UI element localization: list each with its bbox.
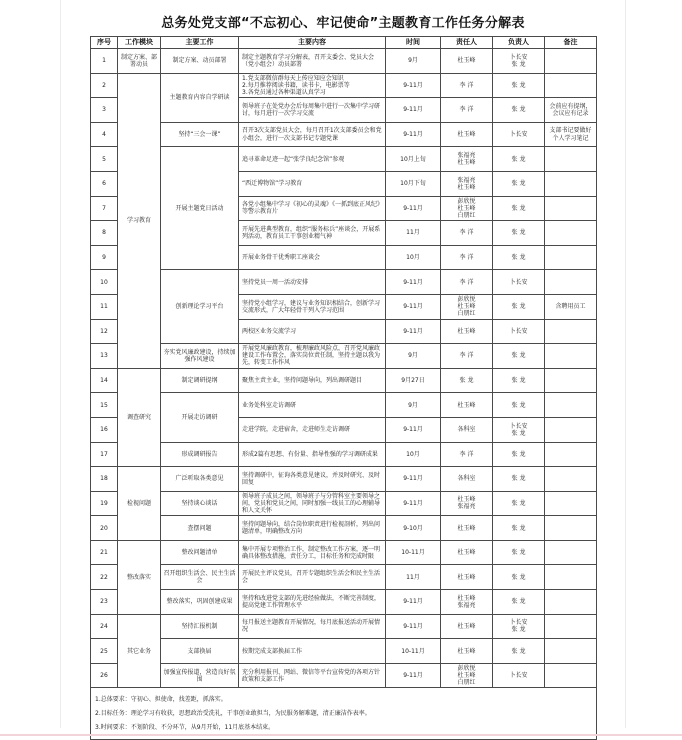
note-cell — [545, 245, 597, 270]
leader-cell: 张 龙 — [493, 245, 545, 270]
main-content-cell: 按期完成支部换届工作 — [239, 639, 386, 664]
table-row — [91, 663, 597, 688]
row-number-cell: 6 — [91, 171, 118, 196]
row-number-cell: 13 — [91, 344, 118, 369]
leader-cell: 卜长安 — [493, 663, 545, 688]
footer-line-schedule: 3.时间要求：不划阶段、不分环节，从9月开始，11月底基本结束。 — [95, 724, 275, 732]
row-number-cell: 17 — [91, 442, 118, 467]
main-work-cell: 支部换届 — [161, 639, 239, 664]
time-cell: 9-11月 — [386, 73, 441, 98]
row-number-cell: 24 — [91, 614, 118, 639]
main-work-cell: 查摆问题 — [161, 516, 239, 541]
note-cell — [545, 368, 597, 393]
time-cell: 9-11月 — [386, 319, 441, 344]
note-cell — [545, 171, 597, 196]
leader-cell: 张 龙 — [493, 294, 545, 319]
leader-cell: 张 龙 — [493, 147, 545, 172]
table-row — [91, 565, 597, 590]
time-cell: 9月 — [386, 49, 441, 74]
leader-cell: 张 龙 — [493, 442, 545, 467]
module-cell: 整改落实 — [118, 540, 161, 614]
row-number-cell: 1 — [91, 49, 118, 74]
owner-cell: 杜玉峰 — [441, 540, 493, 565]
row-number-cell: 15 — [91, 393, 118, 418]
main-content-cell: 追寻革命足迹一起“张学良纪念馆”参观 — [239, 147, 386, 172]
note-cell — [545, 393, 597, 418]
main-content-cell: 1.党支部微信群每天上传应知应会知识 2.每月推荐阅读书籍，读书卡，电影票等 3.各党员通过各种渠道认真学习 — [239, 73, 386, 98]
time-cell: 9-11月 — [386, 417, 441, 442]
main-content-cell: “西迁博物馆”学习教育 — [239, 171, 386, 196]
table-row — [91, 467, 597, 492]
main-work-cell: 广泛听取各类意见 — [161, 467, 239, 492]
leader-cell: 张 龙 — [493, 368, 545, 393]
row-number-cell: 14 — [91, 368, 118, 393]
row-number-cell: 18 — [91, 467, 118, 492]
owner-cell: 杜玉峰 — [441, 516, 493, 541]
leader-cell: 张 龙 — [493, 98, 545, 123]
note-cell — [545, 319, 597, 344]
time-cell: 9-11月 — [386, 294, 441, 319]
note-cell — [545, 442, 597, 467]
time-cell: 10-11月 — [386, 639, 441, 664]
main-work-cell: 制定调研提纲 — [161, 368, 239, 393]
leader-cell: 张 龙 — [493, 467, 545, 492]
time-cell: 9-11月 — [386, 196, 441, 221]
leader-cell: 卜长安 张 龙 — [493, 614, 545, 639]
row-number-cell: 10 — [91, 270, 118, 295]
time-cell: 10-11月 — [386, 540, 441, 565]
table-footer — [91, 688, 597, 740]
main-content-cell: 坚持党员一周一活动安排 — [239, 270, 386, 295]
note-cell — [545, 221, 597, 246]
time-cell: 10月 — [386, 245, 441, 270]
header-row — [91, 37, 597, 49]
main-content-cell: 聚焦主责主业，坚持问题导向，列出调研题目 — [239, 368, 386, 393]
time-cell: 9月27日 — [386, 368, 441, 393]
leader-cell: 张 龙 — [493, 196, 545, 221]
time-cell: 10月下旬 — [386, 171, 441, 196]
main-content-cell: 走进学院，走进宿舍，走进师生走访调研 — [239, 417, 386, 442]
leader-cell: 张 龙 — [493, 565, 545, 590]
leader-cell: 卜长安 张 龙 — [493, 417, 545, 442]
module-cell: 检视问题 — [118, 467, 161, 541]
owner-cell: 李 洋 — [441, 245, 493, 270]
owner-cell: 李 洋 — [441, 73, 493, 98]
row-number-cell: 9 — [91, 245, 118, 270]
owner-cell: 张 龙 — [441, 368, 493, 393]
module-cell: 调查研究 — [118, 368, 161, 466]
time-cell: 9-11月 — [386, 98, 441, 123]
row-number-cell: 5 — [91, 147, 118, 172]
main-work-cell: 整改落实，巩固创建成果 — [161, 590, 239, 615]
row-number-cell: 19 — [91, 491, 118, 516]
main-work-cell: 创新理论学习平台 — [161, 270, 239, 344]
owner-cell: 李 洋 — [441, 344, 493, 369]
main-work-cell: 制定方案、动员部署 — [161, 49, 239, 74]
owner-cell: 杜玉峰 — [441, 49, 493, 74]
time-cell: 9-10月 — [386, 516, 441, 541]
main-work-cell: 加强宣传报道，营造良好氛围 — [161, 663, 239, 688]
main-content-cell: 坚持党小组学习，建议与业务知识相结合，创新学习交流形式，广大年轻骨干列入学习范围 — [239, 294, 386, 319]
header-leader: 负责人 — [493, 37, 545, 49]
table-row — [91, 491, 597, 516]
row-number-cell: 2 — [91, 73, 118, 98]
main-content-cell: 业务处科室走访调研 — [239, 393, 386, 418]
owner-cell: 张福亮 杜玉峰 — [441, 147, 493, 172]
leader-cell: 张 龙 — [493, 491, 545, 516]
owner-cell: 彭欣悦 杜玉峰 白朋红 — [441, 294, 493, 319]
leader-cell: 张 龙 — [493, 344, 545, 369]
main-content-cell: 坚持和改进党支部的先进经验做法，不断完善制度，提高党建工作管理水平 — [239, 590, 386, 615]
owner-cell: 张福亮 杜玉峰 — [441, 171, 493, 196]
header-row-number: 序号 — [91, 37, 118, 49]
leader-cell: 张 龙 — [493, 540, 545, 565]
main-content-cell: 开展先进典型教育，组织“服务标兵”座谈会，开展系列活动，教育员工干事创业精气神 — [239, 221, 386, 246]
owner-cell: 各科室 — [441, 417, 493, 442]
leader-cell: 张 龙 — [493, 639, 545, 664]
main-content-cell: 开展民主评议党员，召开专题组织生活会和民主生活会 — [239, 565, 386, 590]
time-cell: 9-11月 — [386, 590, 441, 615]
note-cell — [545, 467, 597, 492]
row-number-cell: 4 — [91, 122, 118, 147]
table-row — [91, 639, 597, 664]
time-cell: 9-11月 — [386, 122, 441, 147]
row-number-cell: 3 — [91, 98, 118, 123]
main-content-cell: 领导班子成员之间，领导班子与分管科室主要领导之间，党员和党员之间，同时加强一线员工的心理辅导和人文关怀 — [239, 491, 386, 516]
leader-cell: 张 龙 — [493, 393, 545, 418]
main-content-cell: 开展党风廉政教育，梳理廉政风险点，召开党风廉政建设工作布置会，落实岗位责任制，坚持主题以我为先，转变工作作风 — [239, 344, 386, 369]
owner-cell: 李 洋 — [441, 98, 493, 123]
row-number-cell: 25 — [91, 639, 118, 664]
owner-cell: 杜玉峰 — [441, 393, 493, 418]
table-row — [91, 270, 597, 295]
note-cell — [545, 614, 597, 639]
table-row — [91, 49, 597, 74]
main-work-cell: 开展主题党日活动 — [161, 147, 239, 270]
note-cell — [545, 663, 597, 688]
owner-cell: 杜玉峰 — [441, 319, 493, 344]
owner-cell: 杜玉峰 张福亮 — [441, 590, 493, 615]
module-cell: 学习教育 — [118, 73, 161, 368]
owner-cell: 李 洋 — [441, 270, 493, 295]
row-number-cell: 11 — [91, 294, 118, 319]
note-cell — [545, 639, 597, 664]
time-cell: 10月上旬 — [386, 147, 441, 172]
header-time: 时间 — [386, 37, 441, 49]
header-module: 工作模块 — [118, 37, 161, 49]
table-row — [91, 368, 597, 393]
table-header — [91, 37, 597, 49]
row-number-cell: 8 — [91, 221, 118, 246]
main-content-cell: 制定主题教育学习分解表，召开支委会、党员大会（党小组会）动员部署 — [239, 49, 386, 74]
main-content-cell: 坚持调研中，征询各类意见建议，并及时研究、及时回复 — [239, 467, 386, 492]
owner-cell: 李 洋 — [441, 221, 493, 246]
footer-row — [91, 688, 597, 740]
main-content-cell: 召开3次支部党员大会，每月召开1次支部委员会和党小组会，进行一次支部书记专题党课 — [239, 122, 386, 147]
main-work-cell: 召开组织生活会、民主生活会 — [161, 565, 239, 590]
main-work-cell: 坚持“三会一课” — [161, 122, 239, 147]
time-cell: 9月 — [386, 393, 441, 418]
note-cell — [545, 491, 597, 516]
note-cell — [545, 590, 597, 615]
row-number-cell: 16 — [91, 417, 118, 442]
note-cell — [545, 270, 597, 295]
table-row — [91, 516, 597, 541]
note-cell — [545, 73, 597, 98]
table-row — [91, 122, 597, 147]
leader-cell: 张 龙 — [493, 171, 545, 196]
note-cell — [545, 344, 597, 369]
table-row — [91, 590, 597, 615]
leader-cell: 张 龙 — [493, 516, 545, 541]
row-number-cell: 26 — [91, 663, 118, 688]
main-work-cell: 坚持谈心谈话 — [161, 491, 239, 516]
note-cell: 会前应有提纲，会议应有记录 — [545, 98, 597, 123]
note-cell — [545, 565, 597, 590]
time-cell: 9-11月 — [386, 467, 441, 492]
table-row — [91, 614, 597, 639]
row-number-cell: 20 — [91, 516, 118, 541]
owner-cell: 彭欣悦 杜玉峰 白朋红 — [441, 663, 493, 688]
footer-notes — [91, 688, 597, 740]
time-cell: 10月 — [386, 442, 441, 467]
time-cell: 11月 — [386, 565, 441, 590]
note-cell — [545, 49, 597, 74]
footer-line-requirements: 1.总体要求：守初心、担使命，找差距，抓落实。 — [95, 696, 227, 704]
note-cell — [545, 516, 597, 541]
owner-cell: 彭欣悦 杜玉峰 白朋红 — [441, 196, 493, 221]
document-title: 总务处党支部“不忘初心、牢记使命”主题教育工作任务分解表 — [161, 16, 525, 31]
leader-cell: 卜长安 — [493, 122, 545, 147]
row-number-cell: 22 — [91, 565, 118, 590]
note-cell — [545, 196, 597, 221]
header-main-content: 主要内容 — [239, 37, 386, 49]
page-bottom-edge — [0, 734, 682, 736]
owner-cell: 杜玉峰 — [441, 639, 493, 664]
main-work-cell: 主题教育内容自学研读 — [161, 73, 239, 122]
owner-cell: 杜玉峰 张福亮 — [441, 491, 493, 516]
main-work-cell: 形成调研报告 — [161, 442, 239, 467]
note-cell — [545, 417, 597, 442]
leader-cell: 卜长安 — [493, 270, 545, 295]
main-work-cell: 夯实党风廉政建设，持续加强作风建设 — [161, 344, 239, 369]
row-number-cell: 23 — [91, 590, 118, 615]
main-content-cell: 每月报送主题教育开展情况，每月底报送活动开展情况 — [239, 614, 386, 639]
row-number-cell: 7 — [91, 196, 118, 221]
note-cell: 支部书记要做好个人学习笔记 — [545, 122, 597, 147]
owner-cell: 杜玉峰 — [441, 614, 493, 639]
main-content-cell: 集中开展专项整治工作，制定整改工作方案，逐一明确具体整改措施，责任分工，目标任务和完成时限 — [239, 540, 386, 565]
leader-cell: 张 龙 — [493, 73, 545, 98]
main-content-cell: 坚持问题导向，结合岗位职责进行检视剖析，列出问题清单，明确整改方向 — [239, 516, 386, 541]
main-content-cell: 充分利用报刊、网站、微信等平台宣传党的各项方针政策和支部工作 — [239, 663, 386, 688]
time-cell: 9-11月 — [386, 491, 441, 516]
time-cell: 9月 — [386, 344, 441, 369]
table-row — [91, 344, 597, 369]
note-cell — [545, 147, 597, 172]
leader-cell: 卜长安 — [493, 319, 545, 344]
time-cell: 9-11月 — [386, 270, 441, 295]
main-content-cell: 形成2篇有思想、有份量、指导性强的学习调研成果 — [239, 442, 386, 467]
row-number-cell: 12 — [91, 319, 118, 344]
main-content-cell: 各党小组集中学习《初心的灵魂》《一抓到底正风纪》等警示教育片 — [239, 196, 386, 221]
time-cell: 9-11月 — [386, 614, 441, 639]
row-number-cell: 21 — [91, 540, 118, 565]
table-body — [91, 49, 597, 688]
main-content-cell: 领导班子在处党办会后每周集中进行一次集中学习研讨，每月进行一次学习交流 — [239, 98, 386, 123]
owner-cell: 各科室 — [441, 467, 493, 492]
table-row — [91, 540, 597, 565]
table-row — [91, 147, 597, 172]
note-cell: 含聘用员工 — [545, 294, 597, 319]
time-cell: 9-11月 — [386, 663, 441, 688]
leader-cell: 张 龙 — [493, 590, 545, 615]
table-row — [91, 73, 597, 98]
main-work-cell: 整改问题清单 — [161, 540, 239, 565]
table-row — [91, 442, 597, 467]
owner-cell: 李 洋 — [441, 442, 493, 467]
module-cell: 制定方案、部署动员 — [118, 49, 161, 74]
owner-cell: 杜玉峰 — [441, 565, 493, 590]
module-cell: 其它业务 — [118, 614, 161, 688]
main-work-cell: 开展走访调研 — [161, 393, 239, 442]
header-main-work: 主要工作 — [161, 37, 239, 49]
table-row — [91, 393, 597, 418]
owner-cell: 杜玉峰 — [441, 122, 493, 147]
note-cell — [545, 540, 597, 565]
header-owner: 责任人 — [441, 37, 493, 49]
footer-line-goals: 2.目标任务：理论学习有收获，思想政治受洗礼，干事创业敢担当，为民服务解难题，清正廉洁作表率。 — [95, 710, 371, 718]
main-work-cell: 坚持汇报机制 — [161, 614, 239, 639]
leader-cell: 张 龙 — [493, 221, 545, 246]
time-cell: 11月 — [386, 221, 441, 246]
task-breakdown-table — [90, 36, 597, 740]
main-content-cell: 两校区业务交流学习 — [239, 319, 386, 344]
leader-cell: 卜长安 张 龙 — [493, 49, 545, 74]
header-note: 备注 — [545, 37, 597, 49]
main-content-cell: 开展业务骨干优秀职工座谈会 — [239, 245, 386, 270]
